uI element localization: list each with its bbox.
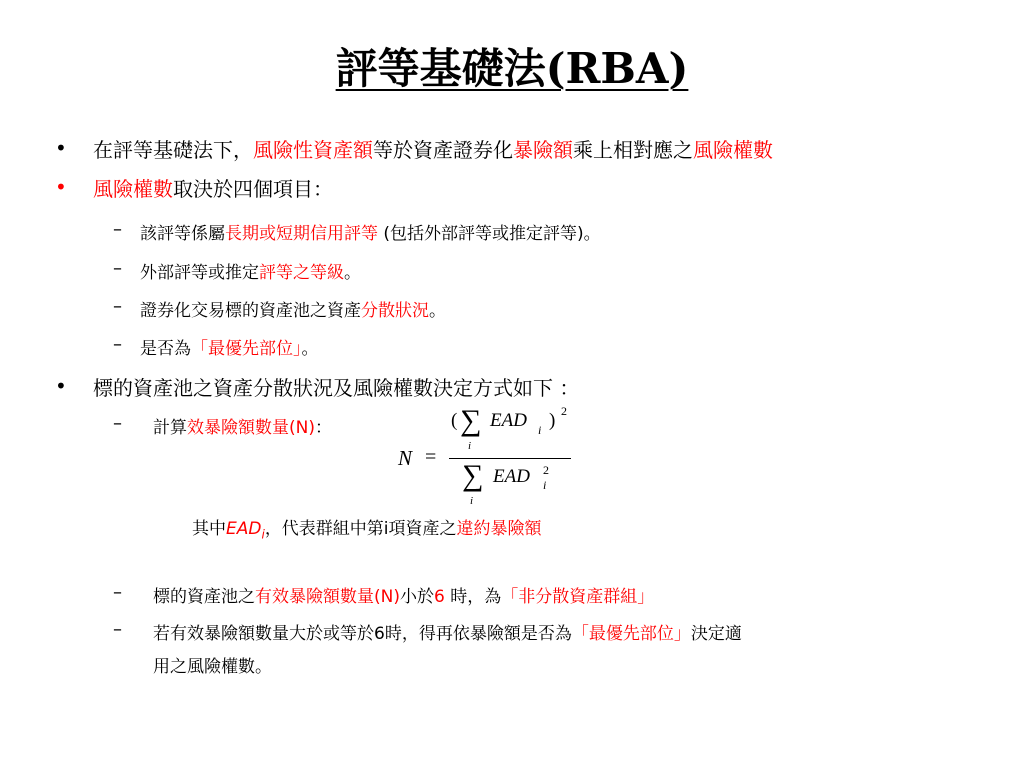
calc-effective-number: 計算效暴險額數量(N)： bbox=[153, 418, 332, 438]
bullet-marker: • bbox=[55, 136, 67, 160]
bullet-marker: • bbox=[55, 374, 67, 398]
dash-marker: – bbox=[113, 296, 122, 317]
non-diversified-rule: 標的資產池之有效暴險額數量(N)小於6 時，為「非分散資產群組」 bbox=[153, 587, 655, 607]
dash-marker: – bbox=[113, 413, 122, 434]
sub-item-rating-term: 該評等係屬長期或短期信用評等 (包括外部評等或推定評等)。 bbox=[140, 224, 601, 244]
sigma-icon: ∑ bbox=[462, 459, 484, 492]
bullet-3: 標的資產池之資產分散狀況及風險權數決定方式如下 ： bbox=[93, 376, 580, 400]
senior-position-rule: 若有效暴險額數量大於或等於6時，得再依暴險額是否為「最優先部位」決定適 bbox=[153, 624, 742, 644]
bullet-2: 風險權數取決於四個項目： bbox=[93, 177, 333, 201]
sub-item-senior-position: 是否為「最優先部位」。 bbox=[140, 339, 319, 359]
ead-definition: 其中$EAD_i$，代表群組中第i項資產之違約暴險額 bbox=[192, 519, 542, 542]
dash-marker: – bbox=[113, 258, 122, 279]
senior-position-rule-continued: 用之風險權數。 bbox=[153, 657, 272, 677]
page-title: 評等基礎法(RBA) bbox=[335, 44, 689, 93]
bullet-marker: • bbox=[55, 175, 67, 199]
dash-marker: – bbox=[113, 334, 122, 355]
dash-marker: – bbox=[113, 619, 122, 640]
dash-marker: – bbox=[113, 219, 122, 240]
sub-item-diversification: 證券化交易標的資產池之資產分散狀況。 bbox=[140, 301, 446, 321]
sigma-icon: ∑ bbox=[460, 404, 482, 437]
dash-marker: – bbox=[113, 582, 122, 603]
sub-item-rating-grade: 外部評等或推定評等之等級。 bbox=[140, 263, 361, 283]
bullet-1: 在評等基礎法下，風險性資產額等於資產證券化暴險額乘上相對應之風險權數 bbox=[93, 138, 773, 162]
